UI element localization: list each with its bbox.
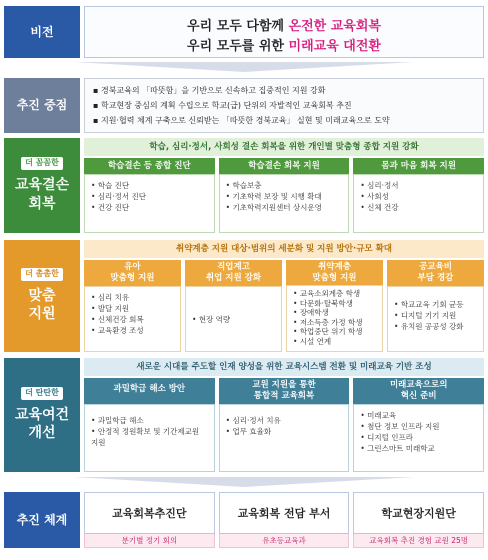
vision-label: 비전 bbox=[4, 6, 80, 58]
support-banner: 취약계층 지원 대상·범위의 세분화 및 지원 방안·규모 확대 bbox=[84, 240, 484, 258]
vision-row bbox=[4, 6, 484, 58]
system-row bbox=[4, 492, 484, 548]
system-box-department: 교육회복 전담 부서 유초등교육과 bbox=[219, 492, 350, 548]
support-section bbox=[4, 240, 484, 352]
recovery-section bbox=[4, 138, 484, 233]
support-col-vulnerable: 취약계층 맞춤형 지원 • 교육소외계층 학생 • 다문화·탈북학생 • 장애학생 • 저소득층 가정 학생 • 학업중단 위기 학생 • 시설 연계 bbox=[286, 260, 383, 352]
vision-content bbox=[84, 6, 484, 58]
support-label: 더 촘촘한 맞춤 지원 bbox=[4, 240, 80, 352]
environment-tag: 더 탄탄한 bbox=[21, 387, 63, 400]
environment-section bbox=[4, 358, 484, 472]
environment-col-teacher: 교원 지원을 통한 통합적 교육회복 • 심리·정서 치유 • 업무 효율화 bbox=[219, 378, 350, 472]
support-tag: 더 촘촘한 bbox=[21, 268, 63, 281]
system-label: 추진 체계 bbox=[4, 492, 80, 548]
recovery-tag: 더 꼼꼼한 bbox=[21, 157, 63, 170]
environment-label: 더 탄탄한 교육여건 개선 bbox=[4, 358, 80, 472]
environment-banner: 새로운 시대를 주도할 인재 양성을 위한 교육시스템 전환 및 미래교육 기반 조성 bbox=[84, 358, 484, 376]
vision-line-1: 우리 모두 다함께 온전한 교육회복 bbox=[187, 19, 381, 34]
recovery-col-diagnosis: 학습결손 등 종합 진단 • 학습 진단 • 심리·정서 진단 • 건강 진단 bbox=[84, 158, 215, 233]
environment-col-future: 미래교육으로의 혁신 준비 • 미래교육 • 첨단 정보 인프라 지원 • 디지털 인프라 • 그린스마트 미래학교 bbox=[353, 378, 484, 472]
recovery-label: 더 꼼꼼한 교육결손 회복 bbox=[4, 138, 80, 233]
system-box-task-force: 교육회복추진단 분기별 정기 회의 bbox=[84, 492, 215, 548]
focus-item-2: ▪ 학교현장 중심의 계획 수립으로 학교(급) 단위의 자발적인 교육회복 추진 bbox=[93, 101, 352, 110]
focus-item-3: ▪ 지원·협력 체계 구축으로 신뢰받는 「따뜻한 경북교육」 실현 및 미래교육으로 도약 bbox=[93, 116, 390, 125]
recovery-banner: 학습, 심리·정서, 사회성 결손 회복을 위한 개인별 맞춤형 종합 지원 강화 bbox=[84, 138, 484, 156]
recovery-col-learning: 학습결손 회복 지원 • 학습보충 • 기초학력 보장 및 시행 확대 • 기초학력지원센터 상시운영 bbox=[219, 158, 350, 233]
support-col-vocational: 직업계고 취업 지원 강화 • 현장 역량 bbox=[185, 260, 282, 352]
focus-label: 추진 중점 bbox=[4, 78, 80, 133]
focus-row bbox=[4, 78, 484, 133]
down-arrow-2 bbox=[0, 477, 488, 489]
environment-col-overcrowding: 과밀학급 해소 방안 • 과밀학급 해소 • 안정적 정원확보 및 기간제교원 지원 bbox=[84, 378, 215, 472]
system-box-field-support: 학교현장지원단 교육회복 추진 경험 교원 25명 bbox=[353, 492, 484, 548]
focus-item-1: ▪ 경북교육의 「따뜻함」을 기반으로 신속하고 집중적인 지원 강화 bbox=[93, 86, 326, 95]
recovery-col-wellbeing: 몸과 마음 회복 지원 • 심리·정서 • 사회성 • 신체 건강 bbox=[353, 158, 484, 233]
vision-line-2: 우리 모두를 위한 미래교육 대전환 bbox=[187, 39, 381, 54]
down-arrow bbox=[0, 62, 488, 74]
focus-content bbox=[84, 78, 484, 133]
support-col-infant: 유아 맞춤형 지원 • 심리 치유 • 발달 지원 • 신체건강 회복 • 교육환경 조성 bbox=[84, 260, 181, 352]
support-col-cost: 공교육비 부담 경감 • 학교교육 기회 균등 • 디지털 기기 지원 • 유치원 공공성 강화 bbox=[387, 260, 484, 352]
